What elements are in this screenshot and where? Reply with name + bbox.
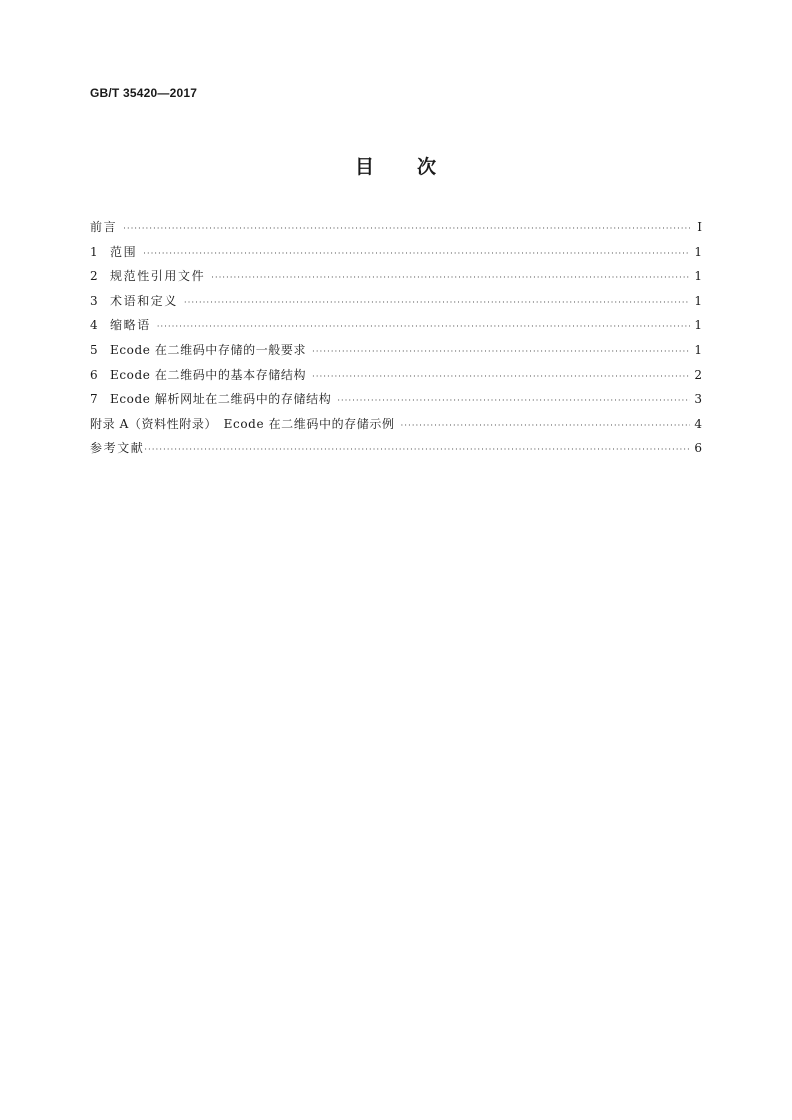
toc-entry-label: 前言: [90, 220, 118, 234]
toc-leader-dots: [123, 217, 690, 242]
toc-leader-dots: [144, 438, 690, 463]
toc-leader-dots: [312, 365, 690, 390]
toc-entry-number: 6: [90, 367, 98, 382]
toc-entry-number: 4: [90, 318, 98, 333]
toc-title: [0, 152, 792, 179]
toc-entry-label: 缩略语: [110, 318, 151, 333]
toc-leader-dots: [211, 266, 690, 291]
toc-entry-terms-definitions[interactable]: [90, 289, 702, 314]
toc-entry-page: 4: [694, 416, 702, 431]
toc-entry-basic-storage-structure[interactable]: [90, 363, 702, 388]
toc-entry-page: 2: [694, 367, 702, 382]
toc-leader-dots: [312, 340, 690, 365]
toc-entry-url-storage-structure[interactable]: [90, 387, 702, 412]
toc-entry-label: Ecode 在二维码中的基本存储结构: [110, 367, 307, 382]
toc-entry-general-requirements[interactable]: [90, 338, 702, 363]
toc-title-part2: 次: [417, 156, 438, 178]
toc-entry-number: 1: [90, 244, 98, 259]
toc-entry-scope[interactable]: [90, 240, 702, 265]
toc-entry-abbreviations[interactable]: [90, 313, 702, 338]
toc-entry-number: 3: [90, 293, 98, 308]
toc-entry-label: 附录 A（资料性附录） Ecode 在二维码中的存储示例: [90, 416, 395, 431]
toc-entry-page: 1: [694, 318, 702, 333]
toc-list: [90, 215, 702, 461]
toc-entry-page: 1: [694, 342, 702, 357]
toc-entry-foreword[interactable]: [90, 215, 702, 240]
toc-entry-page: 6: [694, 441, 702, 456]
toc-entry-label: 规范性引用文件: [110, 269, 206, 284]
standard-number: GB/T 35420—2017: [90, 86, 198, 100]
toc-entry-page: 1: [694, 244, 702, 259]
toc-leader-dots: [337, 389, 690, 414]
toc-entry-label: 范围: [110, 244, 138, 259]
toc-entry-number: 5: [90, 342, 98, 357]
toc-entry-page: 1: [694, 293, 702, 308]
toc-entry-label: 参考文献: [90, 441, 145, 456]
toc-entry-number: 7: [90, 392, 98, 407]
toc-entry-page: 3: [694, 392, 702, 407]
toc-entry-page: 1: [694, 269, 702, 284]
toc-entry-number: 2: [90, 269, 98, 284]
toc-entry-label: Ecode 解析网址在二维码中的存储结构: [110, 392, 332, 407]
toc-entry-bibliography[interactable]: [90, 436, 702, 461]
toc-entry-annex-a[interactable]: [90, 412, 702, 437]
toc-title-part1: 目: [354, 156, 375, 178]
toc-leader-dots: [143, 242, 690, 267]
toc-entry-page: Ⅰ: [697, 220, 702, 234]
toc-entry-normative-references[interactable]: [90, 264, 702, 289]
toc-entry-label: Ecode 在二维码中存储的一般要求: [110, 342, 307, 357]
toc-leader-dots: [184, 291, 690, 316]
toc-entry-label: 术语和定义: [110, 293, 179, 308]
toc-leader-dots: [401, 414, 690, 439]
toc-leader-dots: [157, 315, 690, 340]
